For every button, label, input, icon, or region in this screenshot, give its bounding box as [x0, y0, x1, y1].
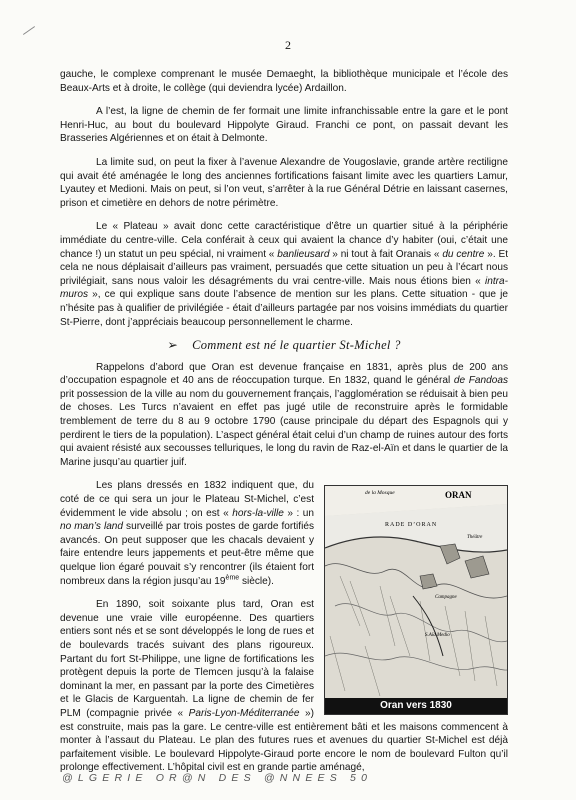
paragraph-4-text-a: Le « Plateau » avait donc cette caractéristique d’être un quartier situé à la périphérie immédiate du centre-ville. Cela conférait à ceux qui avaient la chance d’y habiter (oui, c’était une chance !) un statut un peu spécial, ni vraiment «	[60, 221, 508, 260]
paragraph-7-text-a: En 1890, soit soixante plus tard, Oran est devenue une vraie ville européenne. Des quartiers entiers sont nés et se sont développés le long de rues et de boulevards tracés suivant des plans rigoureux. Partant du fort St-Philippe, une ligne de fortifications les protègent depuis la porte de Tlemcen jusqu’à la falaise dominant la mer, en passant par la porte des Cimetières et le Glacis de Karguentah. La ligne de chemin de fer PLM (compagnie privée «	[60, 599, 314, 719]
italic-de-fandoas: de Fandoas	[453, 375, 508, 387]
paragraph-1-text: gauche, le complexe comprenant le musée Demaeght, la bibliothèque municipale et l’école des Beaux-Arts et à droite, le collège (qui deviendra lycée) Ardaillon.	[60, 69, 508, 94]
paragraph-4-text-d: », ce qui explique sans doute l’absence de mention sur les plans. Cette situation - que je n’hésite pas à qualifier de privilégiée - était d’ailleurs partagée par nos voisins immédiats du quartier St-Pierre, dont j’appréciais beaucoup personnellement le charme.	[60, 289, 508, 328]
paragraph-6-text-b: » : un	[283, 507, 314, 519]
section-heading-text: Comment est né le quartier St-Michel ?	[192, 338, 401, 353]
scan-mark	[23, 26, 35, 35]
paragraph-7-text-b: ») est construite, mais pas la gare. Le centre-ville est entièrement bâti et les maisons commencent à monter à l’assaut du Plateau. Le plan des futures rues et avenues du quartier St-Michel est déjà parfaitement visible. Le boulevard Hippolyte-Giraud porte encore le nom de boulevard Fulton qu’il prolonge effectivement. L’hôpital civil est en grande partie aménagé,	[60, 707, 508, 774]
paragraph-5	[60, 361, 508, 470]
map-label-mosque: de la Mosque	[365, 490, 395, 497]
article-body	[60, 68, 508, 785]
italic-hors-la-ville: hors-la-ville	[232, 507, 284, 519]
map-label-rade: RADE D’ORAN	[385, 522, 438, 529]
map-label-oran: ORAN	[445, 490, 472, 501]
paragraph-6-text-c: surveillé par trois postes de garde fortifiés avancés. On peut supposer que les chacals devaient y faire entendre leurs jappements et peut-être même que quelque lion égaré pouvait s’y rencontrer (ils étaient fort nombreux dans la région jusqu’au 19	[60, 521, 314, 587]
paragraph-2	[60, 105, 508, 146]
paragraph-3	[60, 156, 508, 210]
italic-banlieusard: banlieusard	[277, 248, 330, 260]
paragraph-5-text-a: Rappelons d’abord que Oran est devenue française en 1831, après plus de 200 ans d’occupation espagnole et 40 ans de réoccupation turque. En 1832, quand le général	[60, 361, 508, 387]
paragraph-1	[60, 68, 508, 95]
figure-caption: Oran vers 1830	[325, 698, 507, 714]
paragraph-2-text: A l’est, la ligne de chemin de fer formait une limite infranchissable entre la gare et le pont Henri-Huc, au bout du boulevard Hippolyte Giraud. Franchi ce pont, on passait devant les Brasseries Algériennes et on était à Delmonte.	[60, 106, 508, 145]
map-label-campagne: Campagne	[435, 595, 457, 601]
page-number: 2	[285, 38, 291, 52]
paragraph-4-text-b: » ni tout à fait Oranais «	[329, 248, 443, 260]
paragraph-6-text-a: Les plans dressés en 1832 indiquent que, du coté de ce qui sera un jour le Plateau St-Michel, c’est évidemment le vide absolu ; on est «	[60, 480, 314, 519]
arrow-bullet-icon: ➢	[167, 338, 179, 353]
map-label-sidi: S.Aïd Medio	[425, 633, 450, 639]
paragraph-5-text-b: prit possession de la ville au nom du gouvernement français, l’agglomération se réduisait à bien peu de choses. Les Turcs n’avaient en effet pas jugé utile de reconstruire après le formidable tremblement de terre du 8 au 9 octobre 1790 (cause principale du départ des Espagnols qui y perdirent le tiers de la population). L’aspect général était celui d’un champ de ruines autour des forts qui avaient résisté aux secousses telluriques, le long du ravin de Raz-el-Aïn et dans le quartier de la Marine jusqu’au quartier juif.	[60, 388, 508, 468]
section-heading	[60, 339, 508, 353]
paragraph-4	[60, 220, 508, 329]
paragraph-6-text-d: siècle).	[239, 575, 274, 587]
superscript-eme: ème	[225, 574, 240, 582]
paragraph-3-text: La limite sud, on peut la fixer à l’avenue Alexandre de Yougoslavie, grande artère rectiligne qui avait été aménagée le long des anciennes fortifications faisant limite avec les quartiers Lamur, Lyautey et Medioni. Mais on peut, si l’on veut, s’arrêter à la rue Général Détrie en laissant casernes, prison et cimetière en dehors de notre périmètre.	[60, 156, 508, 209]
oran-map-image	[325, 486, 507, 698]
map-figure	[324, 485, 508, 715]
paragraph-4-text-c: ». Et cela ne nous déplaisait d’ailleurs pas vraiment, persuadés que cette situation un peu à l’écart nous privilégiait, sans nous valoir les désagréments du vrai centre-ville. Mais nous étions bien «	[60, 248, 509, 287]
italic-paris-lyon-mediterranee: Paris-Lyon-Méditerranée	[188, 707, 300, 719]
italic-no-mans-land: no man’s land	[60, 521, 124, 533]
italic-du-centre: du centre	[442, 248, 485, 260]
footer-banner: @LGERIE OR@N DES @NNEES 50	[62, 772, 373, 784]
italic-intra-muros: intra-muros	[60, 275, 508, 301]
map-label-theatre: Théâtre	[467, 535, 483, 541]
